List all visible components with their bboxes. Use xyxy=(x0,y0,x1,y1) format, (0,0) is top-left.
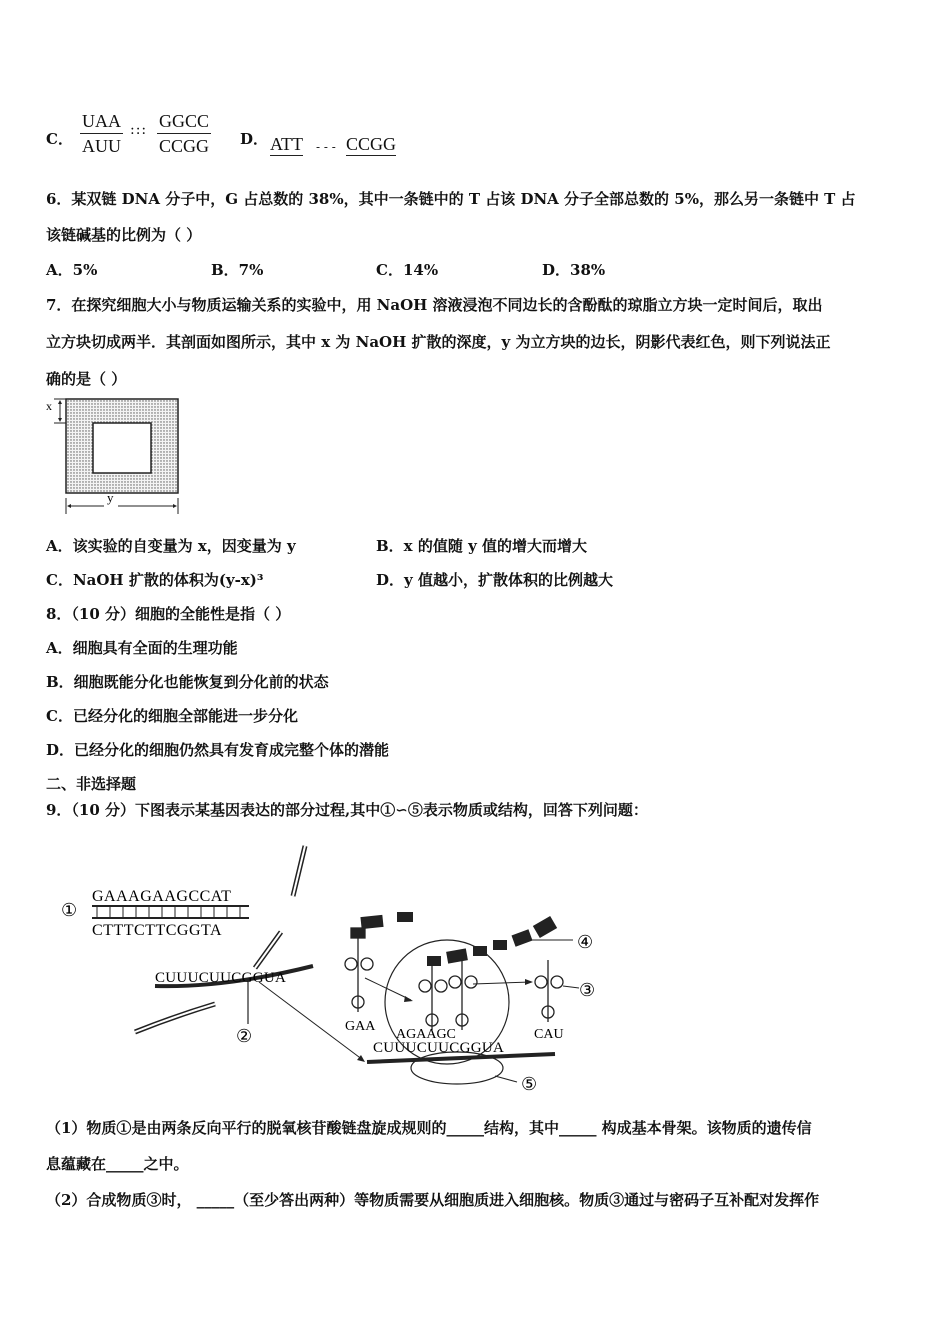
q7-y-label: y xyxy=(107,490,114,505)
q9-dna-top-strand: GAAAGAAGCCAT xyxy=(92,888,232,905)
q9-sub2-line1: （2）合成物质③时， _____（至少答出两种）等物质需要从细胞质进入细胞核。物质③通过与密码子互补配对发挥作 xyxy=(46,1191,820,1209)
q7-stem-line3: 确的是（ ） xyxy=(46,370,127,388)
q9-trna-1 xyxy=(345,928,373,1012)
q6-stem-line2: 该链碱基的比例为（ ） xyxy=(46,226,202,244)
q7-option-b: B．x 的值随 y 值的增大而增大 xyxy=(376,537,588,555)
q5-option-c-fraction-1: UAA AUU xyxy=(82,111,121,156)
q5-option-c-dots: ::: xyxy=(130,122,148,138)
q6-option-a: A．5% xyxy=(46,261,98,279)
q8-option-a: A．细胞具有全面的生理功能 xyxy=(46,639,238,657)
section-title: 二、非选择题 xyxy=(46,775,137,793)
q7-option-a: A．该实验的自变量为 x，因变量为 y xyxy=(46,537,296,555)
q7-option-c: C．NaOH 扩散的体积为(y-x)³ xyxy=(46,571,264,589)
q7-inner-square xyxy=(93,423,151,473)
q6-option-d: D．38% xyxy=(542,261,606,279)
q9-label-1: ① xyxy=(61,900,78,920)
q9-trna-3 xyxy=(535,960,563,1022)
q9-label-4: ④ xyxy=(577,932,594,952)
q9-sub1-line2: 息蕴藏在_____之中。 xyxy=(46,1155,189,1173)
q9-anticodon-2: AGAAGC xyxy=(396,1027,456,1042)
q7-agar-cube-figure xyxy=(40,394,190,518)
q9-dna-bottom-strand: CTTTCTTCGGTA xyxy=(92,922,223,939)
q6-option-c: C．14% xyxy=(376,261,439,279)
q9-polypeptide-chain xyxy=(360,912,557,966)
q5-option-d-dashes: - - - xyxy=(316,140,336,154)
q7-stem-line2: 立方块切成两半．其剖面如图所示，其中 x 为 NaOH 扩散的深度，y 为立方块的边长，阴影代表红色，则下列说法正 xyxy=(46,333,831,351)
q5-option-d-seq2: CCGG xyxy=(346,134,397,154)
q9-label-5: ⑤ xyxy=(521,1074,538,1094)
q9-mrna-left: CUUUCUUCGGUA xyxy=(155,970,287,986)
q7-x-label: x xyxy=(46,399,52,413)
q7-stem-line1: 7．在探究细胞大小与物质运输关系的实验中，用 NaOH 溶液浸泡不同边长的含酚酞的琼脂立方块一定时间后，取出 xyxy=(46,296,823,314)
q5-option-c-label: C． xyxy=(46,130,73,148)
q9-gene-expression-figure xyxy=(55,836,615,1100)
q8-option-d: D．已经分化的细胞仍然具有发育成完整个体的潜能 xyxy=(46,741,390,759)
q8-option-b: B．细胞既能分化也能恢复到分化前的状态 xyxy=(46,673,329,691)
q9-sub1-line1: （1）物质①是由两条反向平行的脱氧核苷酸链盘旋成规则的_____结构，其中_____ 构成基本骨架。该物质的遗传信 xyxy=(46,1119,812,1137)
q8-stem: 8．（10 分）细胞的全能性是指（ ） xyxy=(46,605,291,623)
q5-option-d-seq1: ATT xyxy=(270,134,303,154)
q9-anticodon-1: GAA xyxy=(345,1019,376,1034)
q9-stem: 9．（10 分）下图表示某基因表达的部分过程,其中①∽⑤表示物质或结构，回答下列问题： xyxy=(46,801,648,819)
q9-trna-2 xyxy=(419,960,477,1030)
q9-label-3: ③ xyxy=(579,980,596,1000)
q8-option-c: C．已经分化的细胞全部能进一步分化 xyxy=(46,707,298,725)
q9-mrna-right: CUUUCUUCGGUA xyxy=(373,1040,505,1056)
q9-label-2: ② xyxy=(236,1026,253,1046)
q7-option-d: D．y 值越小，扩散体积的比例越大 xyxy=(376,571,613,589)
q5-option-c-fraction-2: GGCC CCGG xyxy=(159,111,210,156)
q9-anticodon-3: CAU xyxy=(534,1027,564,1042)
q6-stem-line1: 6．某双链 DNA 分子中，G 占总数的 38%，其中一条链中的 T 占该 DNA 分子全部总数的 5%，那么另一条链中 T 占 xyxy=(46,190,856,208)
q6-option-b: B．7% xyxy=(211,261,264,279)
q5-option-d-label: D． xyxy=(240,130,269,148)
